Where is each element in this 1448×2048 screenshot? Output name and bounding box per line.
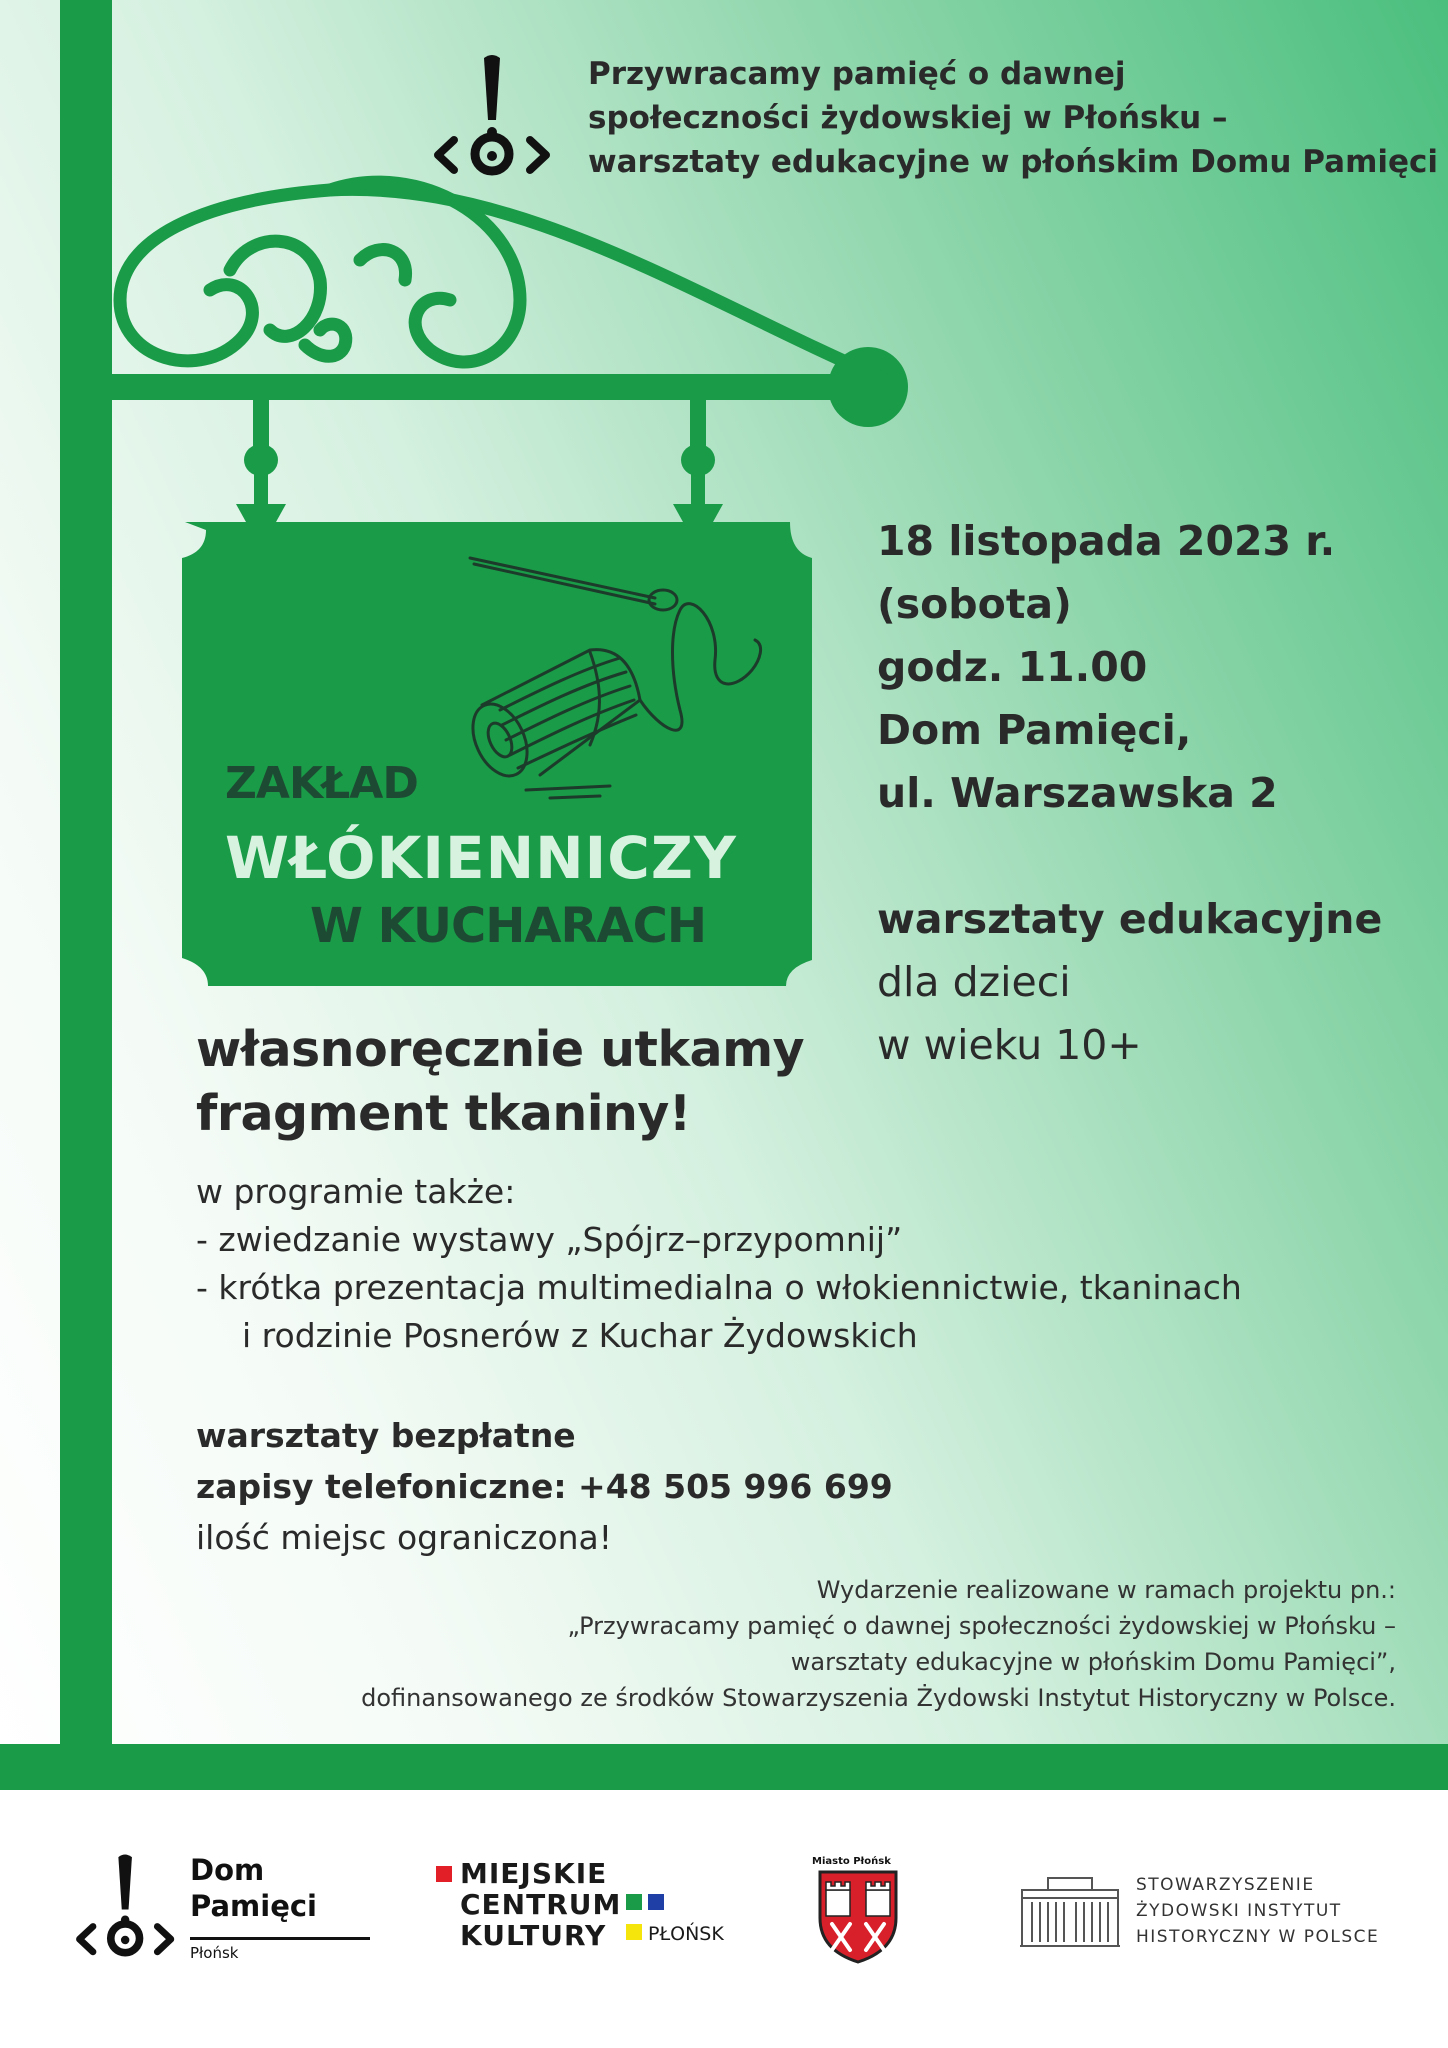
event-date: 18 listopada 2023 r. <box>877 517 1336 565</box>
zih-line1: STOWARZYSZENIE <box>1136 1875 1315 1895</box>
event-venue: Dom Pamięci, <box>877 706 1192 754</box>
sign-title-line2: WŁÓKIENNICZY <box>225 824 737 892</box>
audience-line2: dla dzieci <box>877 958 1071 1006</box>
zih-line3: HISTORYCZNY W POLSCE <box>1136 1927 1380 1947</box>
zih-line2: ŻYDOWSKI INSTYTUT <box>1136 1901 1342 1921</box>
dom-pamieci-underline <box>190 1937 370 1940</box>
event-address: ul. Warszawska 2 <box>877 769 1278 817</box>
dom-pamieci-city: Płońsk <box>190 1944 239 1962</box>
mck-blue-square <box>648 1894 664 1910</box>
mck-line1: MIEJSKIE <box>460 1857 608 1890</box>
event-details <box>877 510 1335 825</box>
event-weekday: (sobota) <box>877 580 1072 628</box>
headline-line2: fragment tkaniny! <box>196 1085 691 1142</box>
zih-name <box>1136 1872 1379 1950</box>
bracket-arm <box>112 374 882 400</box>
phone-signup: zapisy telefoniczne: +48 505 996 699 <box>196 1467 893 1506</box>
mck-yellow-square <box>626 1924 642 1940</box>
dom-pamieci-line2: Pamięci <box>190 1889 318 1923</box>
mck-line3: KULTURY <box>460 1919 607 1952</box>
mck-line2: CENTRUM <box>460 1888 622 1921</box>
dom-pamieci-footer-name <box>190 1852 317 1924</box>
sign-title-line1: ZAKŁAD <box>225 758 418 809</box>
mck-city: PŁOŃSK <box>648 1923 724 1945</box>
thread-spool-needle-icon <box>430 540 790 810</box>
funding-line: „Przywracamy pamięć o dawnej społeczności żydowskiej w Płońsku – <box>567 1612 1396 1640</box>
project-title-line: Przywracamy pamięć o dawnej <box>588 56 1126 92</box>
program-list <box>196 1168 1242 1360</box>
mck-green-square <box>626 1894 642 1910</box>
sign-post <box>60 0 112 1790</box>
funding-line: dofinansowanego ze środków Stowarzyszenia Żydowski Instytut Historyczny w Polsce. <box>361 1684 1396 1712</box>
mck-logo-text <box>460 1858 621 1951</box>
free-workshops: warsztaty bezpłatne <box>196 1416 576 1455</box>
city-crest-icon <box>816 1868 900 1964</box>
signup-info <box>196 1410 893 1563</box>
project-title-line: społeczności żydowskiej w Płońsku – <box>588 100 1228 136</box>
project-title-line: warsztaty edukacyjne w płońskim Domu Pamięci <box>588 144 1439 180</box>
sign-title-line3: W KUCHARACH <box>310 898 707 954</box>
audience-info <box>877 888 1382 1077</box>
audience-line1: warsztaty edukacyjne <box>877 895 1383 943</box>
bottom-green-bar <box>0 1744 1448 1790</box>
mck-red-square <box>436 1866 452 1882</box>
program-intro: w programie także: <box>196 1172 516 1211</box>
audience-line3: w wieku 10+ <box>877 1021 1142 1069</box>
city-crest-label: Miasto Płońsk <box>812 1856 891 1867</box>
headline-line1: własnoręcznie utkamy <box>196 1021 805 1078</box>
zih-building-icon <box>1018 1870 1122 1950</box>
limited-places: ilość miejsc ograniczona! <box>196 1518 612 1557</box>
event-time: godz. 11.00 <box>877 643 1148 691</box>
headline <box>196 1018 804 1146</box>
dom-pamieci-line1: Dom <box>190 1853 265 1887</box>
funding-line: warsztaty edukacyjne w płońskim Domu Pamięci”, <box>790 1648 1396 1676</box>
dom-pamieci-footer-icon <box>66 1852 186 1962</box>
funding-line: Wydarzenie realizowane w ramach projektu pn.: <box>816 1576 1396 1604</box>
program-item-continuation: i rodzinie Posnerów z Kuchar Żydowskich <box>242 1316 918 1355</box>
funding-note <box>361 1572 1396 1716</box>
program-item: - krótka prezentacja multimedialna o włokiennictwie, tkaninach <box>196 1268 1242 1307</box>
program-item: - zwiedzanie wystawy „Spójrz–przypomnij” <box>196 1220 903 1259</box>
